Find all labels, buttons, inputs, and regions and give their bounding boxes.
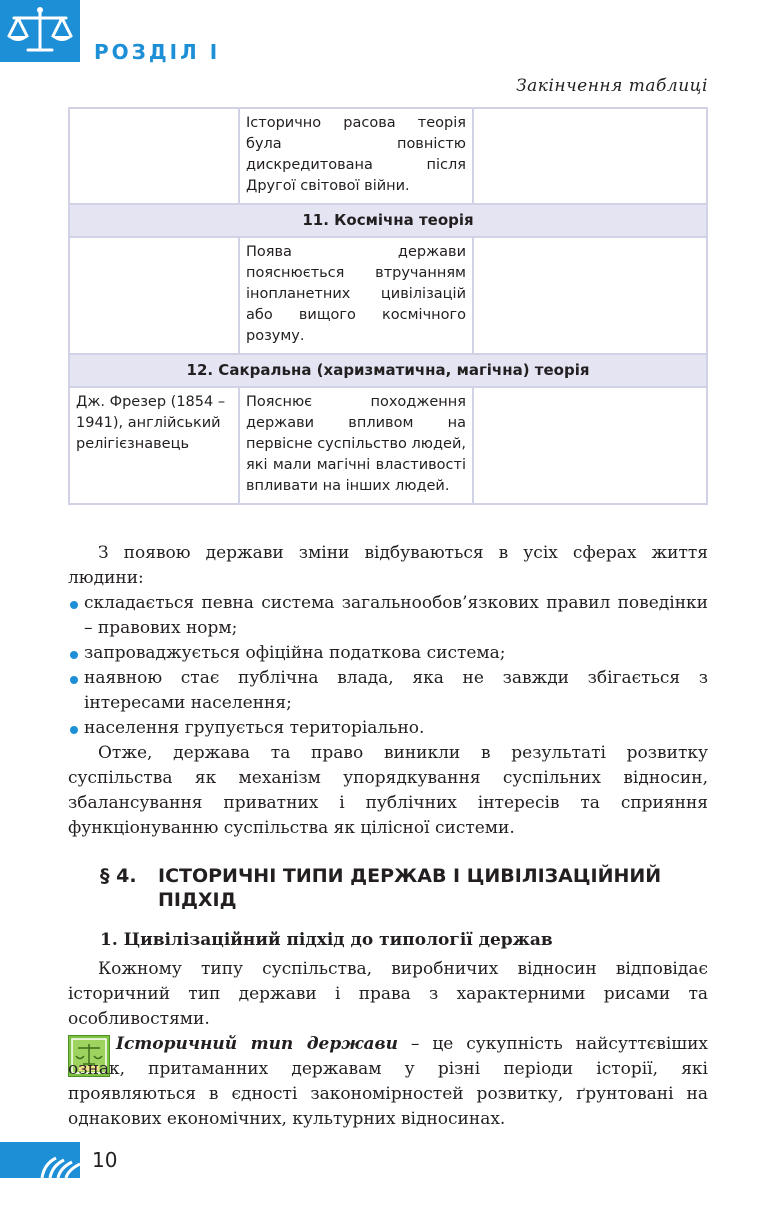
definition-term: Історичний тип держави xyxy=(116,1034,398,1054)
list-item-text: запроваджується офіційна податкова система; xyxy=(84,643,506,663)
table-cell-content: Поява держави пояснюється втручанням інопланетних цивілізацій або вищого космічного розуму. xyxy=(239,237,473,354)
theory-title: 11. Космічна теорія xyxy=(69,204,707,237)
bullet-icon xyxy=(70,676,78,684)
table-cell-notes xyxy=(473,108,707,204)
table-cell-author xyxy=(69,108,239,204)
conclusion-paragraph: Отже, держава та право виникли в результаті розвитку суспільства як механізм упорядкування суспільних відносин, збалансування приватних і публічних інтересів та сприяння функціонуванню суспільства як цілісної системи. xyxy=(68,743,708,838)
table-caption: Закінчення таблиці xyxy=(516,76,708,96)
definition-paragraph xyxy=(68,1032,708,1132)
table-row xyxy=(69,108,707,204)
definition-text: – це сукупність найсуттєвіших ознак, притаманних державам у різні періоди історії, які проявляються в єдності закономірностей розвитку, ґрунтовані на однакових економічних, культурних відносинах. xyxy=(68,1034,709,1129)
scales-icon xyxy=(0,0,80,62)
paragraph-text-block xyxy=(68,957,708,1032)
table-cell-content: Історично расова теорія була повністю дискредитована після Другої світової війни. xyxy=(239,108,473,204)
paragraph-heading xyxy=(100,864,710,912)
subheading: 1. Цивілізаційний підхід до типології держав xyxy=(100,930,553,950)
table-cell-notes xyxy=(473,387,707,504)
list-item-text: складається певна система загальнообов’язкових правил поведінки – правових норм; xyxy=(84,593,708,638)
table-section-header xyxy=(69,354,707,387)
bullet-icon xyxy=(70,601,78,609)
definition-block xyxy=(68,1032,708,1132)
list-item-text: наявною стає публічна влада, яка не завжди збігається з інтересами населення; xyxy=(84,668,708,713)
body-text xyxy=(68,541,708,841)
list-item xyxy=(68,666,708,716)
table-cell-author: Дж. Фрезер (1854 –1941), англійський релігієзнавець xyxy=(69,387,239,504)
list-item-text: населення групується територіально. xyxy=(84,718,425,738)
table-cell-author xyxy=(69,237,239,354)
paragraph-text: Кожному типу суспільства, виробничих відносин відповідає історичний тип держави і права з характерними рисами та особливостями. xyxy=(68,959,708,1029)
section-label: РОЗДІЛ І xyxy=(94,40,221,64)
table-section-header xyxy=(69,204,707,237)
list-item xyxy=(68,641,708,666)
paragraph-title: ІСТОРИЧНІ ТИПИ ДЕРЖАВ І ЦИВІЛІЗАЦІЙНИЙ ПІДХІД xyxy=(158,865,662,911)
table-cell-content: Пояснює походження держави впливом на первісне суспільство людей, які мали магічні властивості впливати на інших людей. xyxy=(239,387,473,504)
table-row xyxy=(69,387,707,504)
waves-icon xyxy=(0,1142,80,1178)
list-item xyxy=(68,716,708,741)
page-number: 10 xyxy=(92,1148,118,1172)
table-cell-notes xyxy=(473,237,707,354)
theories-table xyxy=(68,107,708,505)
paragraph-number: § 4. xyxy=(100,865,137,887)
list-item xyxy=(68,591,708,641)
intro-paragraph: З появою держави зміни відбуваються в усіх сферах життя людини: xyxy=(68,543,708,588)
footer-badge xyxy=(0,1142,80,1178)
table-row xyxy=(69,237,707,354)
theory-title: 12. Сакральна (харизматична, магічна) теорія xyxy=(69,354,707,387)
changes-list xyxy=(68,591,708,741)
section-header-badge xyxy=(0,0,80,62)
bullet-icon xyxy=(70,726,78,734)
bullet-icon xyxy=(70,651,78,659)
